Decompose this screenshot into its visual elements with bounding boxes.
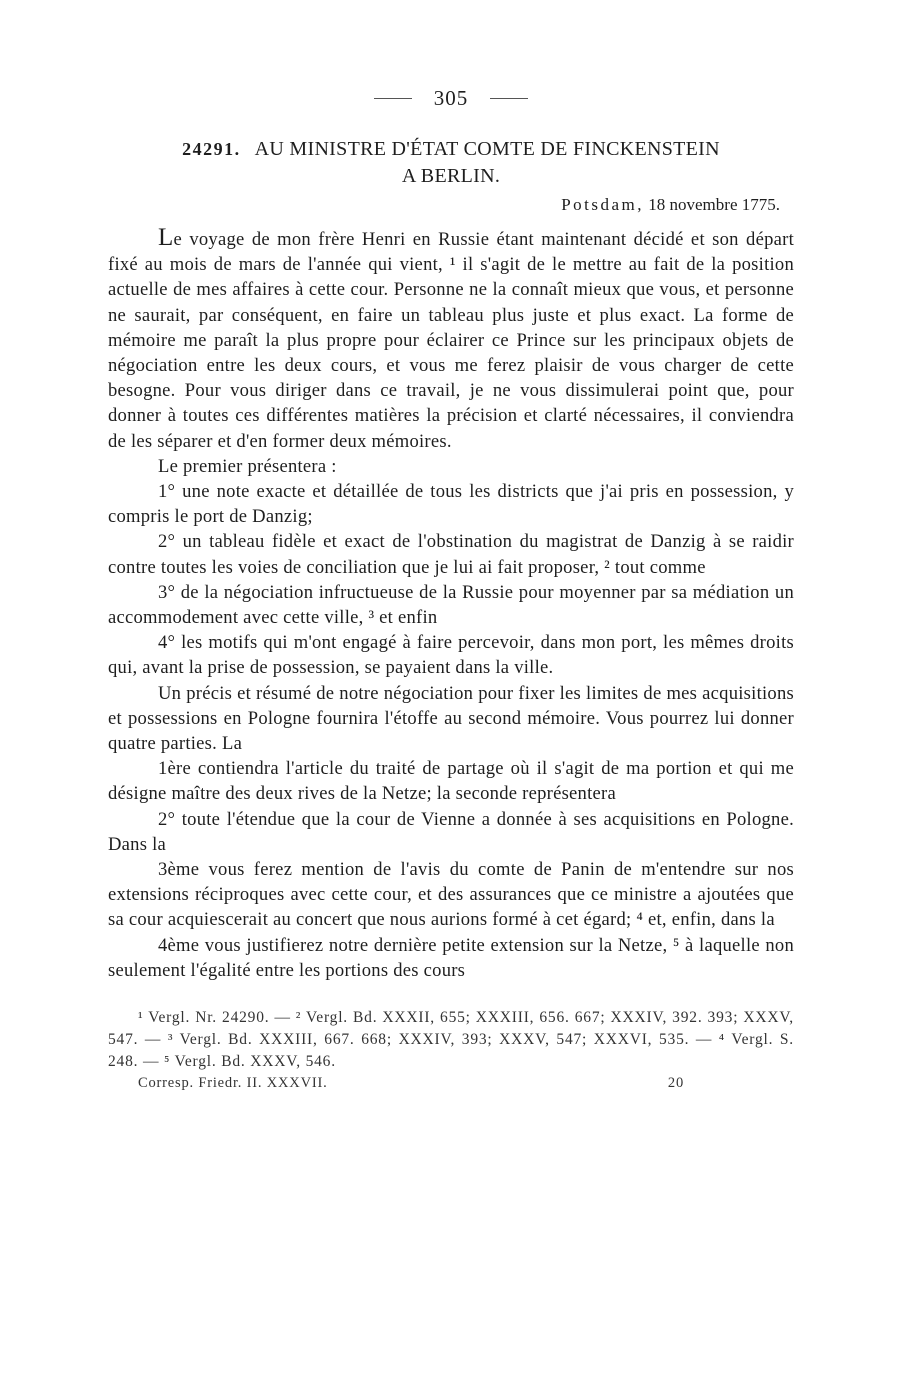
footnote-text: ¹ Vergl. Nr. 24290. — ² Vergl. Bd. XXXII, 655; XXXIII, 656. 667; XXXIV, 392. 393; XXXV, 547. — ³ Vergl. Bd. XXXIII, 667. 668; XXXIV, 393; XXXV, 547; XXXVI, 535. — ⁴ Vergl. S. 248. — ⁵ Vergl. Bd. XXXV, 546. — [108, 1009, 794, 1071]
signature-line — [108, 1075, 794, 1092]
list-item: 1° une note exacte et détaillée de tous les districts que j'ai pris en possession, y compris le port de Danzig; — [108, 481, 794, 528]
title-text-line-1: AU MINISTRE D'ÉTAT COMTE DE FINCKENSTEIN — [254, 138, 720, 160]
list-item: 1ère contiendra l'article du traité de partage où il s'agit de ma portion et qui me désigne maître des deux rives de la Netze; la seconde représentera — [108, 758, 794, 805]
paragraph: Le premier présentera : — [158, 455, 337, 477]
page-number: 305 — [433, 85, 469, 110]
signature-mark: Corresp. Friedr. II. XXXVII. — [138, 1075, 328, 1092]
title-line-2: A BERLIN. — [401, 165, 501, 187]
paragraph: Un précis et résumé de notre négociation pour fixer les limites de mes acquisitions et possessions en Pologne fournira l'étoffe au second mémoire. Vous pourrez lui donner quatre parties. La — [108, 682, 794, 755]
footnotes — [108, 1007, 794, 1073]
list-item: 2° un tableau fidèle et exact de l'obstination du magistrat de Danzig à se raidir contre toutes les voies de conciliation que je lui ai fait proposer, ² tout comme — [108, 531, 794, 578]
list-item: 3° de la négociation infructueuse de la Russie pour moyenner par sa médiation un accommodement avec cette ville, ³ et enfin — [108, 581, 794, 629]
dateline — [108, 195, 794, 215]
list-item: 2° toute l'étendue que la cour de Vienne a donnée à ses acquisitions en Pologne. Dans la — [108, 808, 794, 855]
list-item: 4ème vous justifierez notre dernière petite extension sur la Netze, ⁵ à laquelle non seulement l'égalité entre les portions des cours — [108, 934, 794, 981]
paragraph: Le voyage de mon frère Henri en Russie étant maintenant décidé et son départ fixé au mois de mars de l'année qui vient, ¹ il s'agit de le mettre au fait de la position actuelle de mes affaires à cette cour. Personne ne la connaît mieux que vous, et personne ne saurait, par conséquent, en faire un tableau plus juste et plus exact. La forme de mémoire me paraît la plus propre pour éclairer ce Prince sur les principaux objets de négociation entre les deux cours, et vous me ferez plaisir de vous charger de cette besogne. Pour vous diriger dans ce travail, je ne vous dissimulerai point que, pour donner à toutes ces différentes matières la précision et clarté nécessaires, il conviendra de les séparer et d'en former deux mémoires. — [108, 224, 794, 452]
sheet-number: 20 — [667, 1075, 684, 1092]
dateline-place: Potsdam, — [561, 195, 645, 214]
dateline-date: 18 novembre 1775. — [648, 195, 780, 214]
letter-body — [108, 225, 794, 983]
page-header — [108, 78, 794, 118]
document-page — [108, 78, 794, 1092]
title-line-1 — [108, 136, 794, 163]
list-item: 3ème vous ferez mention de l'avis du comte de Panin de m'entendre sur nos extensions réciproques avec cette cour, et des assurances que ce ministre a ajoutées que sa cour acquiescerait au concert que nous aurions formé à cet égard; ⁴ et, enfin, dans la — [108, 859, 794, 931]
document-number: 24291. — [182, 139, 241, 159]
letter-title — [108, 136, 794, 190]
header-dash-left — [374, 98, 412, 99]
list-item: 4° les motifs qui m'ont engagé à faire percevoir, dans mon port, les mêmes droits qui, avant la prise de possession, se payaient dans la ville. — [108, 632, 794, 679]
header-dash-right — [490, 98, 528, 99]
